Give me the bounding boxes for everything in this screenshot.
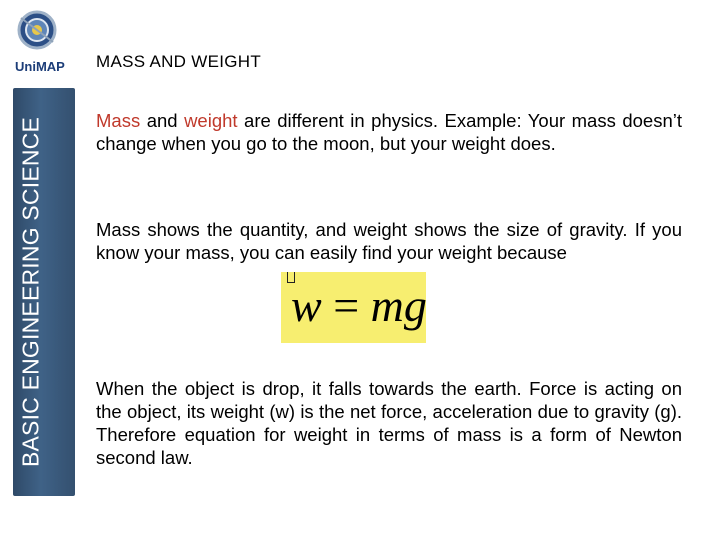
paragraph-mass-vs-weight bbox=[96, 109, 682, 155]
university-emblem-icon bbox=[15, 10, 59, 50]
weight-equation bbox=[291, 280, 427, 332]
paragraph-newton-law: When the object is drop, it falls towards the earth. Force is acting on the object, its weight (w) is the net force, acceleration due to gravity (g). Therefore equation for weight in terms of mass is a form of Newton second law. bbox=[96, 378, 682, 468]
equation-lhs: w bbox=[291, 280, 322, 331]
paragraph-text: and bbox=[140, 110, 185, 131]
mass-term: Mass bbox=[96, 110, 141, 131]
equation-marker-icon bbox=[287, 272, 295, 283]
equation-box bbox=[281, 272, 426, 343]
slide-title: MASS AND WEIGHT bbox=[96, 52, 262, 71]
equation-equals: = bbox=[321, 280, 371, 331]
logo-text: UniMAP bbox=[15, 59, 65, 74]
paragraph-text: are different in physics. Example: Your mass doesn’t change when you go to the moon, but your weight does. bbox=[96, 110, 682, 154]
equation-rhs: mg bbox=[370, 280, 427, 331]
sidebar-label: BASIC ENGINEERING SCIENCE bbox=[17, 116, 44, 468]
weight-term: weight bbox=[184, 110, 238, 131]
paragraph-quantity: Mass shows the quantity, and weight shows the size of gravity. If you know your mass, you can easily find your weight because bbox=[96, 219, 682, 263]
university-logo-icon bbox=[13, 57, 75, 75]
